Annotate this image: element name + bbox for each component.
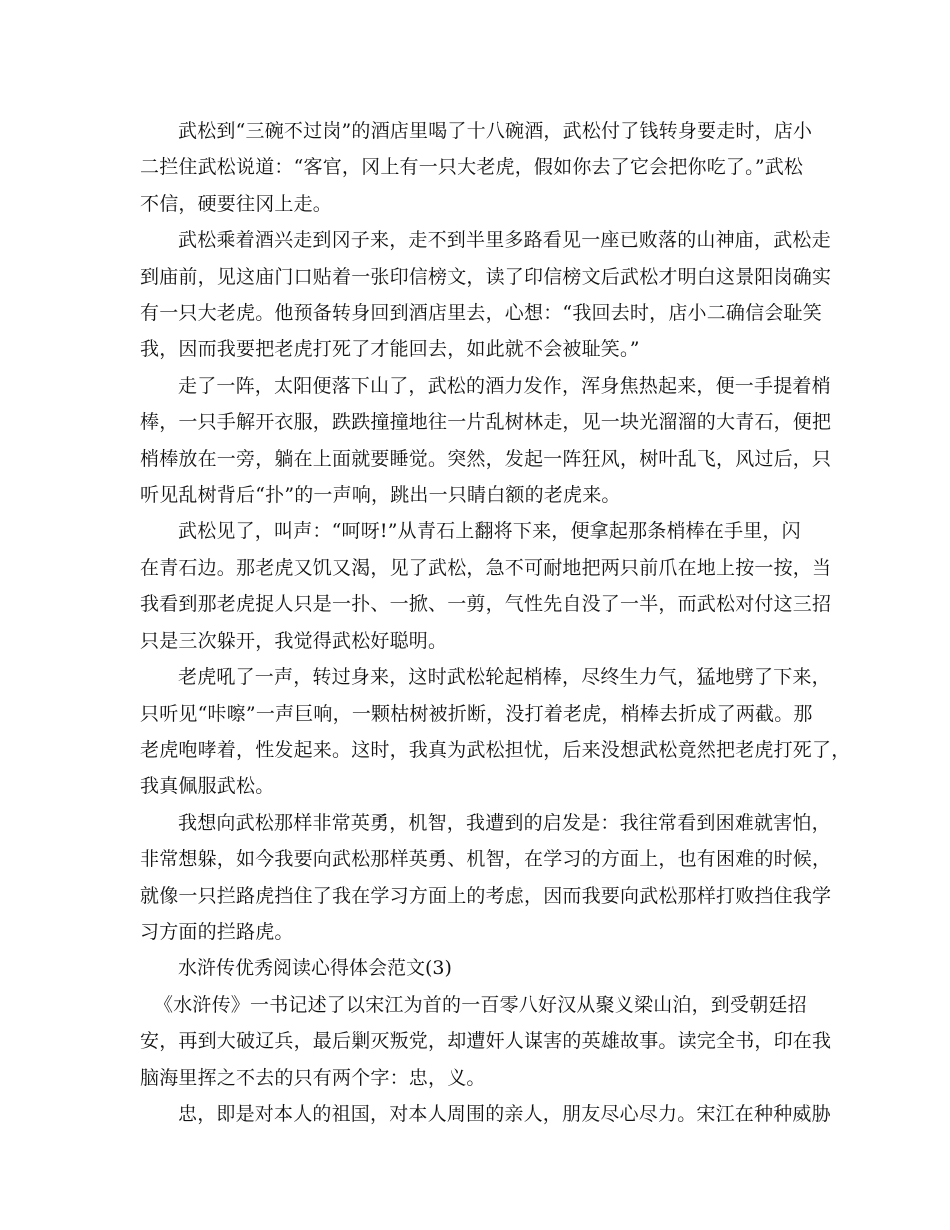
document-body	[140, 113, 851, 1132]
text-line: 老虎咆哮着，性发起来。这时，我真为武松担忧，后来没想武松竟然把老虎打死了，	[140, 738, 851, 761]
text-line: 不信，硬要往冈上走。	[140, 192, 333, 215]
paragraph	[140, 513, 832, 659]
text-line: 武松到“三碗不过岗”的酒店里喝了十八碗酒，武松付了钱转身要走时，店小	[178, 120, 813, 142]
paragraph	[140, 113, 820, 222]
text-line: 棒，一只手解开衣服，跌跌撞撞地往一片乱树林走，见一块光溜溜的大青石，便把	[140, 411, 832, 434]
paragraph	[140, 368, 832, 514]
text-line: 非常想躲，如今我要向武松那样英勇、机智，在学习的方面上，也有困难的时候，	[140, 848, 832, 871]
text-line: 武松乘着酒兴走到冈子来，走不到半里多路看见一座已败落的山神庙，武松走	[178, 229, 831, 252]
text-line: 到庙前，见这庙门口贴着一张印信榜文，读了印信榜文后武松才明白这景阳岗确实	[140, 265, 832, 288]
text-line: 我想向武松那样非常英勇，机智，我遭到的启发是：我往常看到困难就害怕，	[178, 811, 831, 834]
text-line: 我真佩服武松。	[140, 775, 275, 798]
text-line: 我看到那老虎捉人只是一扑、一掀、一剪，气性先自没了一半，而武松对付这三招	[140, 593, 832, 616]
text-line: 老虎吼了一声，转过身来，这时武松轮起梢棒，尽终生力气，猛地劈了下来，	[178, 666, 831, 689]
paragraph	[140, 805, 832, 951]
text-line: 有一只大老虎。他预备转身回到酒店里去，心想：“我回去时，店小二确信会耻笑	[140, 302, 822, 325]
text-line: 只是三次躲开，我觉得武松好聪明。	[140, 629, 448, 652]
text-line: 安，再到大破辽兵，最后剿灭叛党，却遭奸人谋害的英雄故事。读完全书，印在我	[140, 1030, 832, 1053]
text-line: 忠，即是对本人的祖国，对本人周围的亲人，朋友尽心尽力。宋江在种种威胁	[178, 1102, 831, 1125]
text-line: 在青石边。那老虎又饥又渴，见了武松，急不可耐地把两只前爪在地上按一按，当	[140, 556, 832, 579]
text-line: 听见乱树背后“扑”的一声响，跳出一只睛白额的老虎来。	[140, 484, 621, 507]
text-line: 习方面的拦路虎。	[140, 920, 294, 943]
text-line: 脑海里挥之不去的只有两个字：忠，义。	[140, 1066, 486, 1089]
text-line: 就像一只拦路虎挡住了我在学习方面上的考虑，因而我要向武松那样打败挡住我学	[140, 884, 832, 907]
paragraph	[140, 222, 832, 368]
paragraph	[140, 987, 832, 1096]
text-line: 只听见“咔嚓”一声巨响，一颗枯树被折断，没打着老虎，梢棒去折成了两截。那	[140, 702, 813, 725]
text-line: 武松见了，叫声：“呵呀!”从青石上翻将下来，便拿起那条梢棒在手里，闪	[178, 520, 801, 543]
paragraph	[140, 659, 851, 805]
text-line: 梢棒放在一旁，躺在上面就要睡觉。突然，发起一阵狂风，树叶乱飞，风过后，只	[140, 447, 832, 470]
section-heading: 水浒传优秀阅读心得体会范文(3)	[178, 957, 452, 980]
paragraph	[140, 1096, 831, 1132]
text-line: 二拦住武松说道：“客官，冈上有一只大老虎，假如你去了它会把你吃了。”武松	[140, 156, 804, 179]
text-line: 《水浒传》一书记述了以宋江为首的一百零八好汉从聚义梁山泊，到受朝廷招	[154, 993, 807, 1016]
text-line: 走了一阵，太阳便落下山了，武松的酒力发作，浑身焦热起来，便一手提着梢	[178, 374, 831, 397]
text-line: 我，因而我要把老虎打死了才能回去，如此就不会被耻笑。”	[140, 338, 640, 361]
